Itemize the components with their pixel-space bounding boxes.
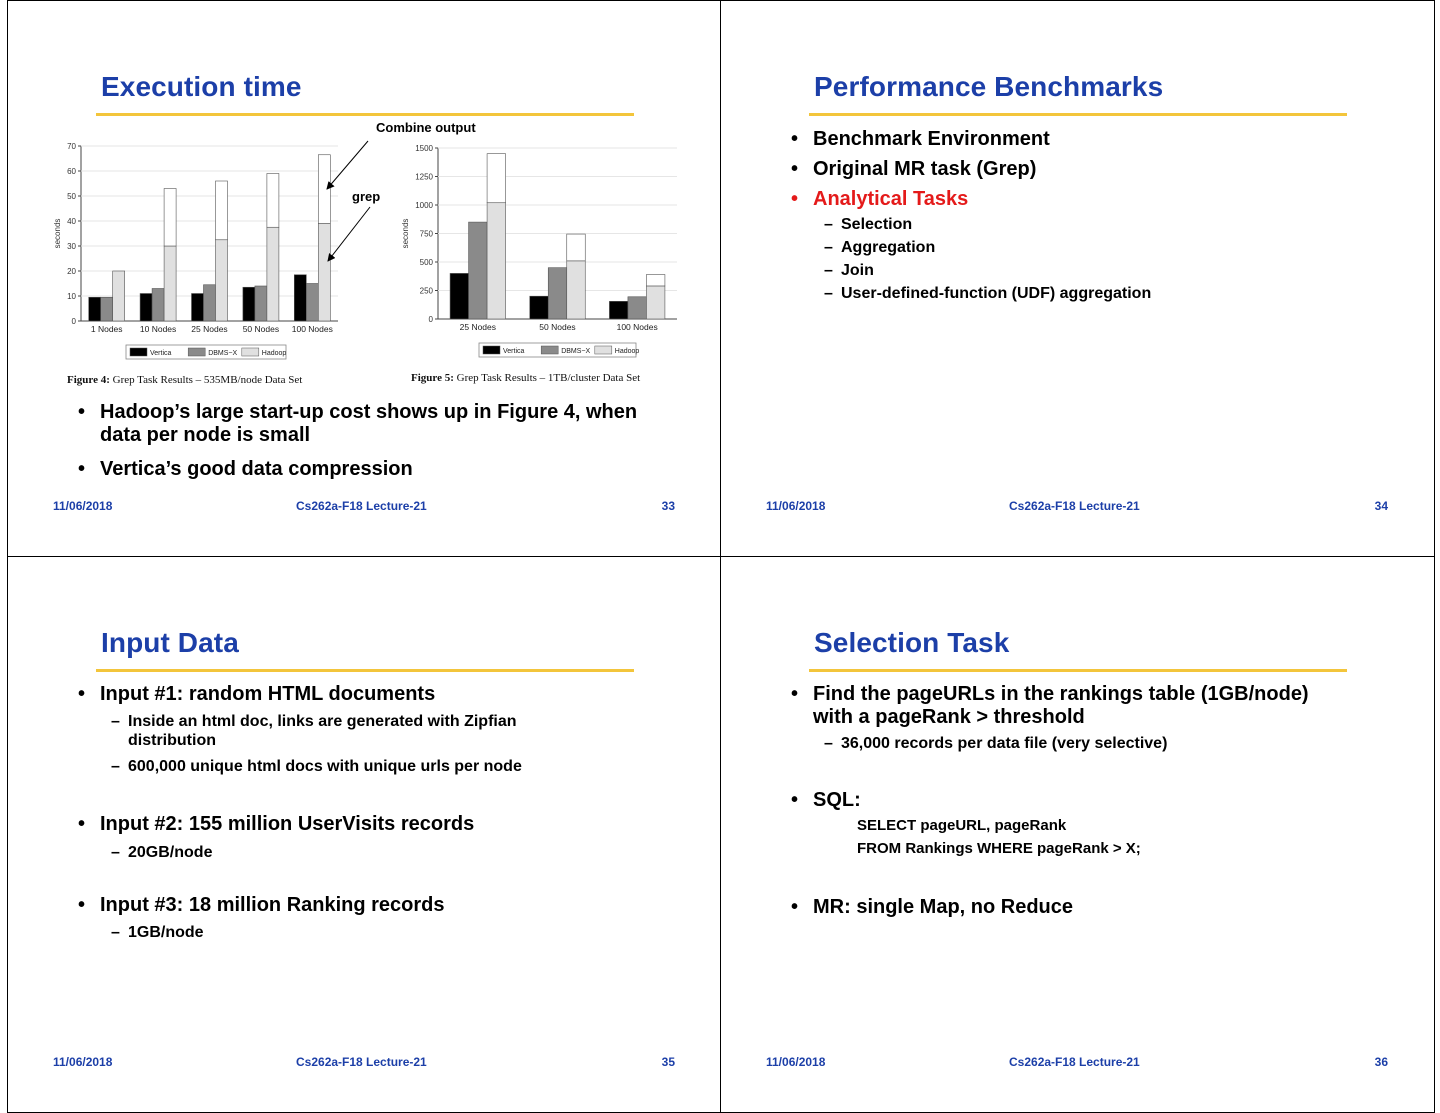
bullet-text: Input #2: 155 million UserVisits records (100, 813, 475, 835)
bullet-text: Analytical Tasks (813, 188, 969, 210)
subbullet-item (111, 757, 631, 776)
bullet-text: Benchmark Environment (813, 128, 1050, 150)
figure-caption-text: Grep Task Results – 1TB/cluster Data Set (456, 372, 641, 384)
bullet-dot: • (791, 789, 799, 811)
bullet-item (78, 458, 638, 481)
y-tick-label: 0 (71, 317, 76, 326)
subbullet-item (824, 238, 1344, 257)
y-tick-label: 1000 (415, 201, 433, 210)
x-tick-label: 100 Nodes (291, 324, 333, 334)
legend-label: Vertica (150, 350, 172, 357)
sql-line: FROM Rankings WHERE pageRank > X; (857, 840, 1141, 857)
y-tick-label: 70 (67, 142, 76, 151)
bullet-dot: • (791, 896, 799, 918)
dash-marker: – (111, 844, 120, 861)
x-tick-label: 10 Nodes (139, 324, 177, 334)
x-tick-label: 1 Nodes (90, 324, 123, 334)
y-axis-label: seconds (401, 218, 410, 249)
bullet-dot: • (78, 458, 86, 480)
y-tick-label: 20 (67, 267, 76, 276)
legend-label: DBMS−X (208, 350, 238, 357)
subbullet-item (824, 261, 1344, 280)
bullet-dot: • (78, 813, 86, 835)
annotation-layer (8, 119, 721, 391)
bullet-item (791, 128, 1351, 151)
y-tick-label: 750 (419, 229, 433, 239)
subbullet-text: 20GB/node (128, 844, 213, 861)
subbullet-text: 36,000 records per data file (very selective) (841, 735, 1168, 752)
bullet-text: MR: single Map, no Reduce (813, 896, 1074, 918)
footer-course: Cs262a-F18 Lecture-21 (1009, 1055, 1140, 1069)
dash-marker: – (824, 285, 833, 302)
x-tick-label: 25 Nodes (191, 324, 228, 334)
subbullet-item (824, 284, 1344, 303)
footer-date: 11/06/2018 (766, 499, 826, 513)
slide-title: Selection Task (814, 627, 1010, 658)
footer-date: 11/06/2018 (766, 1055, 826, 1069)
figure-caption-label: Figure 5: (411, 372, 457, 384)
footer-course: Cs262a-F18 Lecture-21 (1009, 499, 1140, 513)
slide-title: Input Data (101, 627, 239, 658)
slide-title: Execution time (101, 71, 302, 102)
footer-date: 11/06/2018 (53, 1055, 113, 1069)
footer-date: 11/06/2018 (53, 499, 113, 513)
title-underline (809, 113, 1347, 116)
annotation-combine-output: Combine output (376, 120, 476, 135)
bullet-dot: • (791, 128, 799, 150)
bullet-dot: • (791, 158, 799, 180)
subbullet-text: Inside an html doc, links are generated with Zipfian distribution (128, 713, 517, 749)
slide-number: 34 (1374, 499, 1388, 513)
subbullet-item (111, 712, 551, 750)
slide-36 (720, 556, 1435, 1113)
x-tick-label: 25 Nodes (459, 322, 497, 332)
y-tick-label: 500 (419, 258, 433, 267)
y-tick-label: 1250 (415, 172, 433, 182)
slide-number: 36 (1374, 1055, 1388, 1069)
dash-marker: – (824, 239, 833, 256)
title-underline (96, 669, 634, 672)
figure-caption-text: Grep Task Results – 535MB/node Data Set (112, 374, 303, 386)
footer-course: Cs262a-F18 Lecture-21 (296, 499, 427, 513)
subbullet-text: Selection (841, 216, 913, 233)
bullet-dot: • (78, 401, 86, 423)
y-tick-label: 60 (67, 167, 76, 176)
bullet-text: Hadoop’s large start-up cost shows up in Figure 4, when data per node is small (100, 401, 638, 446)
slide-33 (7, 0, 721, 557)
bullet-item (78, 683, 638, 706)
title-underline (96, 113, 634, 116)
legend-label: DBMS−X (561, 348, 591, 355)
legend-label: Hadoop (614, 348, 640, 355)
legend-label: Vertica (503, 348, 525, 355)
figure-caption-label: Figure 4: (67, 374, 113, 386)
bullet-item (78, 813, 638, 836)
subbullet-text: User-defined-function (UDF) aggregation (841, 285, 1152, 302)
bullet-text: Original MR task (Grep) (813, 158, 1037, 180)
bullet-text: Find the pageURLs in the rankings table (1GB/node) with a pageRank > threshold (813, 683, 1309, 728)
y-tick-label: 10 (67, 292, 76, 301)
annotation-arrow-combine (327, 141, 368, 189)
bullet-item (791, 683, 1341, 729)
subbullet-item (824, 734, 1344, 753)
y-tick-label: 1500 (415, 144, 433, 153)
y-tick-label: 30 (67, 242, 76, 251)
subbullet-item (824, 215, 1344, 234)
bullet-item (791, 896, 1351, 919)
annotation-arrow-grep (328, 207, 370, 261)
bullet-text: Input #3: 18 million Ranking records (100, 894, 445, 916)
subbullet-item (111, 843, 631, 862)
subbullet-text: Aggregation (841, 239, 936, 256)
title-underline (809, 669, 1347, 672)
footer-course: Cs262a-F18 Lecture-21 (296, 1055, 427, 1069)
x-tick-label: 100 Nodes (616, 322, 658, 332)
bullet-item (791, 158, 1351, 181)
y-tick-label: 50 (67, 192, 76, 201)
y-tick-label: 250 (419, 286, 433, 296)
dash-marker: – (111, 758, 120, 775)
y-tick-label: 0 (428, 315, 433, 324)
annotation-grep: grep (352, 189, 381, 204)
bullet-item (78, 401, 638, 447)
slide-number: 33 (661, 499, 675, 513)
slide-34 (720, 0, 1435, 557)
bullet-dot: • (791, 683, 799, 705)
bullet-dot: • (78, 894, 86, 916)
bullet-item (791, 789, 1351, 812)
y-tick-label: 40 (67, 217, 76, 226)
sql-line: SELECT pageURL, pageRank (857, 817, 1067, 834)
bullet-dot: • (78, 683, 86, 705)
x-tick-label: 50 Nodes (242, 324, 280, 334)
dash-marker: – (824, 262, 833, 279)
dash-marker: – (111, 924, 120, 941)
bullet-text: Input #1: random HTML documents (100, 683, 436, 705)
subbullet-text: Join (841, 262, 874, 279)
slide-title: Performance Benchmarks (814, 71, 1164, 102)
legend-label: Hadoop (261, 350, 287, 357)
subbullet-text: 600,000 unique html docs with unique urls per node (128, 758, 522, 775)
bullet-item (78, 894, 638, 917)
x-tick-label: 50 Nodes (539, 322, 576, 332)
bullet-dot: • (791, 188, 799, 210)
bullet-text: SQL: (813, 789, 861, 811)
slide-35 (7, 556, 721, 1113)
bullet-text: Vertica’s good data compression (100, 458, 413, 480)
dash-marker: – (824, 216, 833, 233)
y-axis-label: seconds (53, 218, 62, 249)
subbullet-item (111, 923, 631, 942)
slide-number: 35 (661, 1055, 675, 1069)
dash-marker: – (111, 713, 120, 730)
dash-marker: – (824, 735, 833, 752)
subbullet-text: 1GB/node (128, 924, 204, 941)
bullet-item-highlighted (791, 188, 1351, 211)
